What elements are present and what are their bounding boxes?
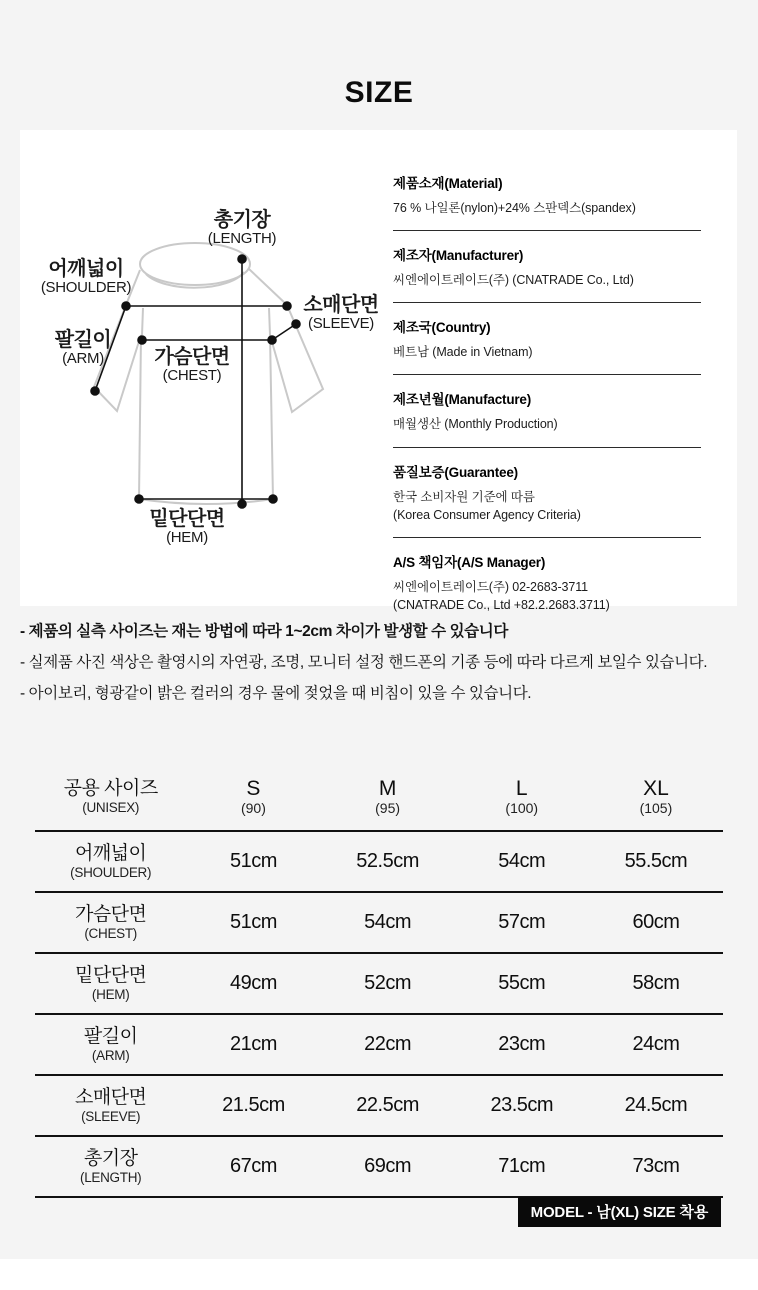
product-info-panel	[393, 172, 701, 640]
table-row-sleeve: 소매단면 (SLEEVE) 21.5cm 22.5cm 23.5cm 24.5cm	[35, 1075, 723, 1136]
table-row-length: 총기장 (LENGTH) 67cm 69cm 71cm 73cm	[35, 1136, 723, 1197]
info-section-country: 제조국(Country) 베트남 (Made in Vietnam)	[393, 316, 701, 375]
label-shoulder: 어깨넓이 (SHOULDER)	[40, 258, 132, 296]
info-section-as-manager: A/S 책임자(A/S Manager) 씨엔에이트레이드(주) 02-2683-3711 (CNATRADE Co., Ltd +82.2.2683.3711)	[393, 554, 610, 612]
table-row-arm: 팔길이 (ARM) 21cm 22cm 23cm 24cm	[35, 1014, 723, 1075]
info-section-manufacturer: 제조자(Manufacturer) 씨엔에이트레이드(주) (CNATRADE Co., Ltd)	[393, 244, 701, 303]
label-chest: 가슴단면 (CHEST)	[154, 346, 230, 384]
tshirt-diagram	[20, 178, 412, 606]
model-size-badge: MODEL - 남(XL) SIZE 착용	[518, 1197, 721, 1227]
info-section-guarantee: 품질보증(Guarantee) 한국 소비자원 기준에 따름 (Korea Consumer Agency Criteria)	[393, 461, 701, 538]
size-table-header-row	[35, 764, 723, 831]
note-line: - 아이보리, 형광같이 밝은 컬러의 경우 물에 젖었을 때 비침이 있을 수 있습니다.	[20, 685, 532, 702]
label-length: 총기장 (LENGTH)	[207, 209, 277, 247]
label-sleeve: 소매단면 (SLEEVE)	[303, 294, 379, 332]
info-section-material: 제품소재(Material) 76 % 나일론(nylon)+24% 스판덱스(spandex)	[393, 172, 701, 231]
header-unisex: 공용 사이즈 (UNISEX)	[63, 778, 158, 816]
notes	[20, 619, 740, 712]
label-hem: 밑단단면 (HEM)	[149, 508, 225, 546]
note-line: - 실제품 사진 색상은 촬영시의 자연광, 조명, 모니터 설정 핸드폰의 기종 등에 따라 다르게 보일수 있습니다.	[20, 654, 708, 671]
header-size-s: S (90)	[240, 777, 266, 817]
page-title: SIZE	[344, 76, 414, 109]
header-size-xl: XL (105)	[639, 777, 673, 817]
note-line: - 제품의 실측 사이즈는 재는 방법에 따라 1~2cm 차이가 발생할 수 있습니다	[20, 623, 508, 640]
table-row-hem: 밑단단면 (HEM) 49cm 52cm 55cm 58cm	[35, 953, 723, 1014]
table-row-chest: 가슴단면 (CHEST) 51cm 54cm 57cm 60cm	[35, 892, 723, 953]
label-arm: 팔길이 (ARM)	[54, 329, 112, 367]
table-row-shoulder: 어깨넓이 (SHOULDER) 51cm 52.5cm 54cm 55.5cm	[35, 831, 723, 892]
bottom-white-strip	[0, 1259, 758, 1290]
info-section-manufacture-date: 제조년월(Manufacture) 매월생산 (Monthly Production)	[393, 388, 701, 447]
measurement-card	[20, 130, 737, 612]
size-table	[35, 764, 723, 1198]
header-size-l: L (100)	[505, 777, 539, 817]
header-size-m: M (95)	[375, 777, 401, 817]
